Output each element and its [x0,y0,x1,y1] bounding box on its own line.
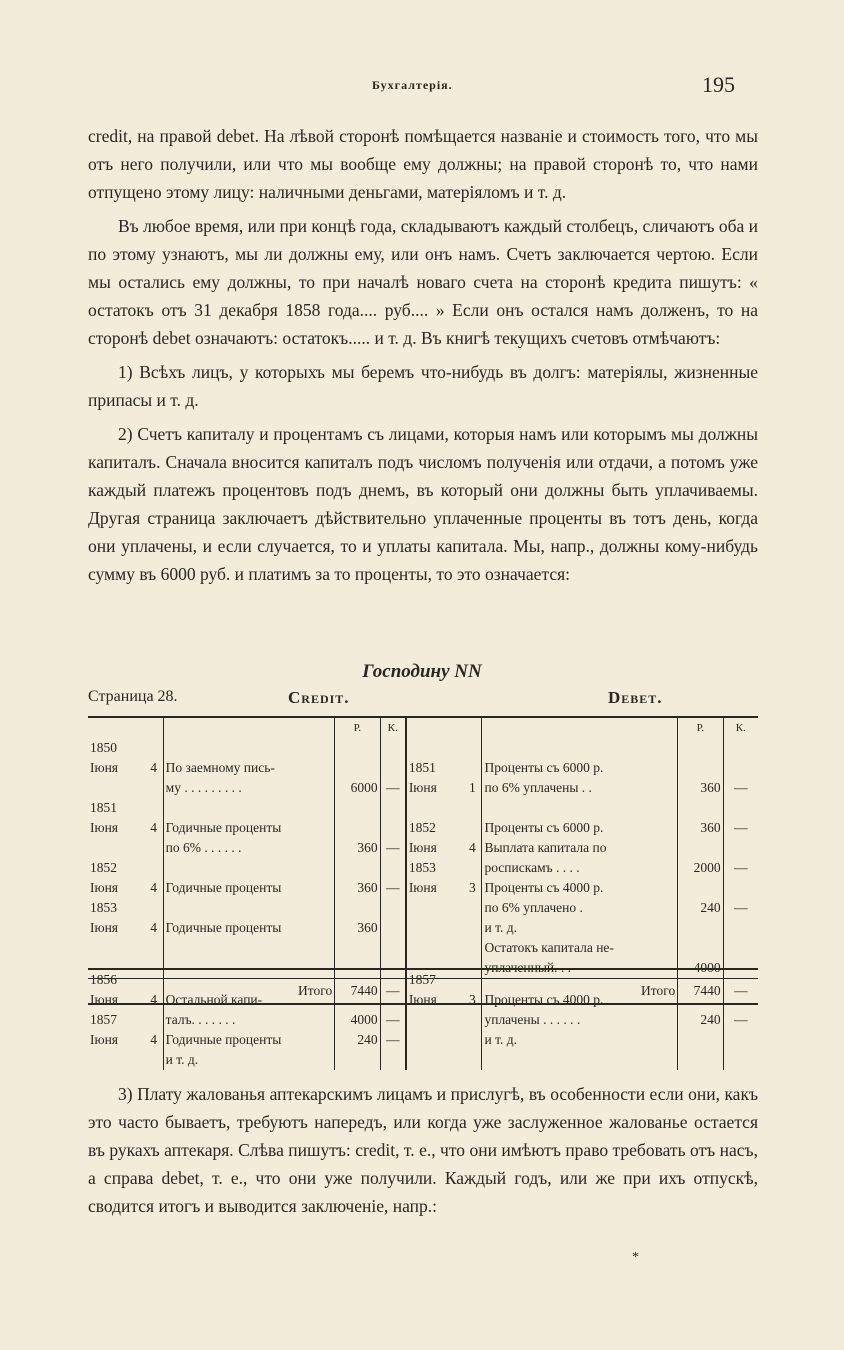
ledger-row [88,778,758,798]
ledger-row [88,818,758,838]
ledger-cell: 4 [145,758,164,778]
ledger-cell [723,758,758,778]
ledger-cell: Остальной капи- [165,992,263,1007]
ledger-cell: 360 [335,838,380,858]
ledger-cell [406,1050,464,1070]
ledger-cell [335,818,380,838]
ledger-row [88,838,758,858]
ledger-cell [723,1030,758,1050]
ledger-cell [88,938,145,958]
ledger-cell [678,878,723,898]
ledger-cell: 360 [678,778,723,798]
upper-text [88,122,758,594]
ledger-row [88,1030,758,1050]
ledger-row [88,918,758,938]
ledger-cell [335,1050,380,1070]
ledger-cell: 1856 [90,972,117,987]
ledger-cell [163,798,335,818]
ledger-cell [723,938,758,958]
ledger-cell: Проценты съ 6000 р. [484,760,604,775]
ledger-cell [145,938,164,958]
ledger-cell: По заемному пись- [165,760,275,775]
right-total: 7440 [678,979,723,1005]
ledger-cell: Іюня [408,840,437,855]
ledger-cell [463,898,482,918]
ledger-cell [380,858,406,878]
ledger-row [88,878,758,898]
paragraph-continued: credit, на правой debet. На лѣвой сторонѣ помѣщается названіе и стоимость того, что мы отъ него получили, или что мы вообще ему должны; на правой сторонѣ то, что нами отпущено этому лицу: наличными деньгами, матеріяломъ и т. д. [88,126,758,202]
ledger-cell [145,778,164,798]
ledger-cell [335,858,380,878]
ledger-cell [678,938,723,958]
ledger-cell [678,1030,723,1050]
ledger-cell [380,798,406,818]
ledger-cell: — [380,1010,406,1030]
ledger-cell: 4 [145,990,164,1010]
ledger-credit-label: Credit. [288,688,350,707]
ledger-cell [380,918,406,938]
ledger-cell: Іюня [408,880,437,895]
ledger-cell: 4000 [678,958,723,979]
ledger-cell: Проценты съ 6000 р. [484,820,604,835]
ledger-cell [463,758,482,778]
ledger-row [88,938,758,958]
ledger-cell [163,738,335,758]
ledger-cell: роспискамъ . . . . [484,860,580,875]
ledger-cell [145,1050,164,1070]
col-k-label: К. [380,717,406,738]
ledger-cell [463,798,482,818]
ledger-row [88,1010,758,1030]
ledger-cell: 360 [678,818,723,838]
ledger-cell [163,969,335,990]
ledger-cell [145,898,164,918]
ledger-cell: уплачены . . . . . . [484,1012,581,1027]
ledger-cell: 4 [145,818,164,838]
ledger-cell [88,1050,145,1070]
running-head: Бухгалтерія. [372,78,453,92]
ledger-cell: 1853 [408,860,436,875]
ledger-cell: 1851 [90,800,117,815]
ledger-cell: Проценты съ 4000 р. [484,992,604,1007]
ledger-cell [145,858,164,878]
ledger-cell [482,738,678,758]
ledger-cell: — [723,1010,758,1030]
paragraph-item-2: 2) Счетъ капиталу и процентамъ съ лицами, которыя намъ или которымъ мы должны капиталъ. Сначала вносится капиталъ подъ числомъ полученія или отдачи, а потомъ уже каждый платежъ процентовъ подъ днемъ, въ который они должны быть уплачиваемы. Другая страница заключаетъ дѣйствительно уплаченные проценты въ тотъ день, когда они уплачены, и если случается, то и уплаты капитала. Мы, напр., должны кому-нибудь сумму въ 6000 руб. и платимъ за то проценты, то это означается: [88,424,758,584]
ledger-cell [406,1030,464,1050]
ledger-cell [406,898,464,918]
ledger-cell: 1 [463,778,482,798]
ledger-cell: талъ. . . . . . . [165,1012,236,1027]
ledger-cell: 360 [335,878,380,898]
ledger-cell [463,969,482,990]
ledger-cell [163,898,335,918]
ledger-cell: Остатокъ капитала не- [484,940,614,955]
ledger-cell: Годичные проценты [165,1032,282,1047]
ledger-cell [678,758,723,778]
ledger-cell [463,938,482,958]
ledger-cell [145,969,164,990]
ledger-cell: Проценты съ 4000 р. [484,880,604,895]
ledger-cell: — [723,898,758,918]
ledger-cell: 240 [335,1030,380,1050]
ledger-cell [335,938,380,958]
ledger-cell: Іюня [90,920,119,935]
ledger-cell [723,838,758,858]
ledger-cell [406,798,464,818]
ledger-cell: уплаченный. . . [484,960,572,975]
col-r-label: Р. [678,717,723,738]
ledger-row [88,990,758,1010]
ledger-cell [406,717,464,738]
ledger-cell: 1857 [90,1012,117,1027]
ledger-debet-label: Debet. [608,688,663,707]
ledger-cell [723,918,758,938]
ledger-cell [380,818,406,838]
ledger-page-label: Страница 28. [88,688,178,705]
ledger-cell [678,918,723,938]
paragraph-item-3: 3) Плату жалованья аптекарскимъ лицамъ и прислугѣ, въ особенности если они, какъ это часто бываетъ, требуютъ напередъ, или когда уже заслуженное жалованье остается въ рукахъ аптекаря. Слѣва пишутъ: credit, т. е., что они имѣютъ право требовать отъ насъ, а справа debet, т. е., что они уже получили. Каждый годъ, или же при ихъ отпускѣ, сводится итогъ и выводится заключеніе, напр.: [88,1084,758,1216]
ledger-row [88,858,758,878]
ledger-cell [335,969,380,990]
ledger-cell [463,918,482,938]
ledger-cell: 1851 [408,760,436,775]
ledger-cell: 4 [145,918,164,938]
ledger-cell: и т. д. [484,920,517,935]
ledger-cell [335,758,380,778]
ledger-cell: Годичные проценты [165,820,282,835]
ledger-cell: му . . . . . . . . . [165,780,242,795]
ledger-cell [163,858,335,878]
ledger-cell: 4 [145,1030,164,1050]
ledger-cell: 2000 [678,858,723,878]
ledger-cell [335,990,380,1010]
ledger-cell [463,1010,482,1030]
ledger-row [88,758,758,778]
page-number: 195 [702,72,735,97]
ledger-cell: 3 [463,990,482,1010]
ledger-cell: — [723,818,758,838]
ledger-cell [463,717,482,738]
ledger-title: Господину NN [362,661,482,682]
ledger-cell [482,969,678,990]
ledger-cell [463,1050,482,1070]
ledger-cell: 6000 [335,778,380,798]
ledger-cell [406,1010,464,1030]
ledger-row [88,738,758,758]
ledger-cell [463,1030,482,1050]
ledger-cell: Іюня [408,992,437,1007]
lower-text [88,1080,758,1220]
total-label: Итого [482,979,678,1005]
ledger-cell [463,858,482,878]
ledger-cell [88,778,145,798]
ledger-cell [145,838,164,858]
ledger-cell: Іюня [408,780,437,795]
ledger-cell: 1852 [408,820,436,835]
ledger-col-header [88,717,758,738]
ledger-cell [380,898,406,918]
ledger-cell [723,738,758,758]
ledger-cell [145,717,164,738]
ledger-cell [380,969,406,990]
ledger-cell: 1857 [408,972,436,987]
ledger-cell: — [723,778,758,798]
ledger-cell: — [723,979,758,1005]
ledger-cell: 3 [463,878,482,898]
ledger-cell [145,1010,164,1030]
ledger-cell: 1852 [90,860,117,875]
col-r-label: Р. [335,717,380,738]
ledger-cell [678,798,723,818]
ledger-cell [380,1050,406,1070]
ledger-cell [380,758,406,778]
ledger-cell [678,1050,723,1070]
ledger-cell [482,798,678,818]
ledger-cell [482,1050,678,1070]
ledger-cell [463,738,482,758]
ledger-cell [145,738,164,758]
paragraph-item-1: 1) Всѣхъ лицъ, у которыхъ мы беремъ что-нибудь въ долгъ: матеріялы, жизненные припасы и т. д. [88,362,758,410]
ledger-row [88,1050,758,1070]
ledger-cell [678,990,723,1010]
ledger-cell [88,717,145,738]
ledger-cell [380,990,406,1010]
total-label: Итого [163,979,335,1005]
ledger-cell: Іюня [90,880,119,895]
ledger-cell: и т. д. [484,1032,517,1047]
ledger-cell: Іюня [90,992,119,1007]
ledger-cell: по 6% уплачено . [484,900,583,915]
ledger-cell: Годичные проценты [165,920,282,935]
ledger-cell [678,969,723,990]
ledger-row [88,898,758,918]
ledger-cell: по 6% . . . . . . [165,840,242,855]
ledger-cell: — [380,878,406,898]
ledger-cell: — [380,1030,406,1050]
ledger-cell: Іюня [90,760,119,775]
ledger-cell [380,738,406,758]
ledger-cell: — [723,958,758,979]
ledger-cell [335,738,380,758]
ledger-cell [678,838,723,858]
ledger-cell [723,969,758,990]
ledger-cell [88,838,145,858]
ledger-row [88,969,758,990]
ledger-cell: и т. д. [165,1052,199,1067]
ledger-table-1 [88,716,758,1005]
left-total: 7440 [335,979,380,1005]
ledger-cell: — [380,979,406,1005]
ledger-cell [406,738,464,758]
ledger-cell [723,798,758,818]
ledger-cell: 4 [463,838,482,858]
ledger-cell: по 6% уплачены . . [484,780,592,795]
ledger-cell [335,798,380,818]
ledger-cell: — [723,858,758,878]
ledger-cell [723,990,758,1010]
ledger-heading [88,688,758,712]
ledger-cell: — [380,838,406,858]
ledger-cell [406,938,464,958]
ledger-cell [678,738,723,758]
ledger-cell: 360 [335,918,380,938]
col-k-label: К. [723,717,758,738]
ledger-cell [406,918,464,938]
ledger-cell: 240 [678,898,723,918]
ledger-cell [723,1050,758,1070]
ledger-cell: Выплата капитала по [484,840,607,855]
ledger-cell: 240 [678,1010,723,1030]
ledger-cell: Іюня [90,820,119,835]
ledger-cell [163,938,335,958]
ledger-cell [482,717,678,738]
signature-mark: * [632,1250,639,1265]
ledger-cell: 4 [145,878,164,898]
ledger-cell [380,938,406,958]
ledger-cell: Іюня [90,1032,119,1047]
ledger-table-2 [88,968,758,1070]
ledger-cell [463,818,482,838]
ledger-cell [335,898,380,918]
ledger-cell [145,798,164,818]
ledger-cell: — [380,778,406,798]
ledger-row [88,798,758,818]
ledger-cell [723,878,758,898]
ledger-cell: 1850 [90,740,117,755]
ledger-cell: 1853 [90,900,117,915]
paragraph-closing: Въ любое время, или при концѣ года, складываютъ каждый столбецъ, сличаютъ оба и по этому узнаютъ, мы ли должны ему, или онъ намъ. Счетъ заключается чертою. Если мы остались ему должны, то при началѣ новаго счета на сторонѣ кредита пишутъ: « остатокъ отъ 31 декабря 1858 года.... руб.... » Если онъ остался намъ долженъ, то на сторонѣ debet означаютъ: остатокъ..... и т. д. Въ книгѣ текущихъ счетовъ отмѣчаютъ: [88,216,758,348]
ledger-cell: Годичные проценты [165,880,282,895]
ledger-cell [163,717,335,738]
ledger-cell: 4000 [335,1010,380,1030]
